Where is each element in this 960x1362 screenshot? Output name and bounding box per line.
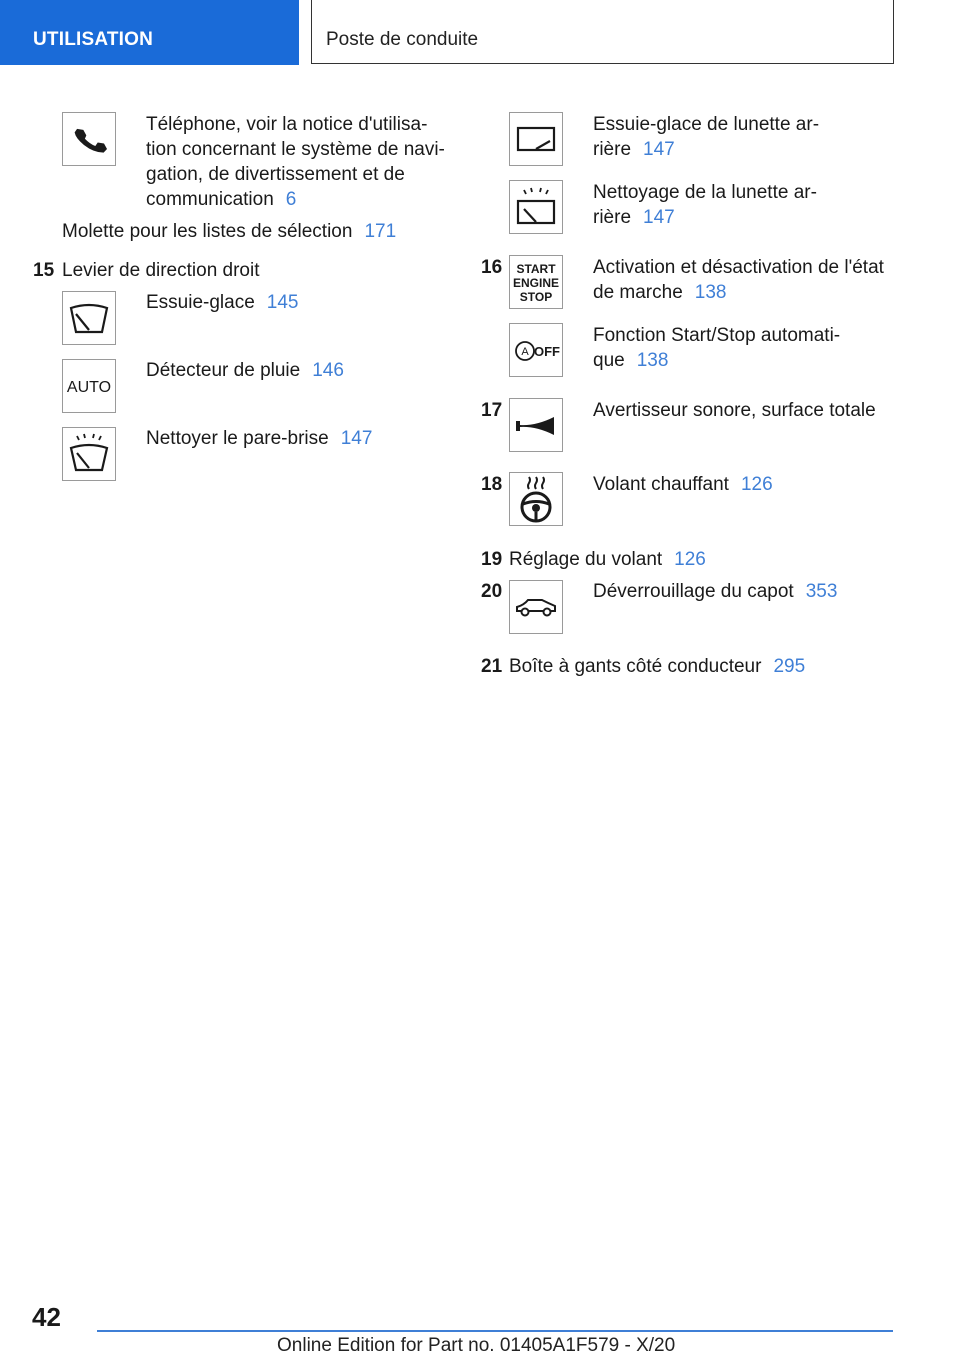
page-ref[interactable]: 126 [740,474,773,495]
heated-steering-wheel-icon [509,472,563,526]
auto-start-stop-icon [509,323,563,377]
nettoyer-line: Nettoyer le pare-brise 147 [146,428,373,449]
item-19-line: Réglage du volant 126 [509,549,706,570]
item-number: 19 [481,549,503,570]
page-number: 42 [32,1302,61,1332]
item-number: 16 [481,257,503,278]
horn-icon [509,398,563,452]
startstop-desc: Fonction Start/Stop automati- que 138 [593,325,841,371]
section-tab [0,0,299,65]
item-17-text: Avertisseur sonore, surface totale [593,400,876,421]
page-ref[interactable]: 138 [694,282,727,303]
item-number: 21 [481,656,503,677]
section-title: UTILISATION [33,29,154,50]
rain-sensor-icon [62,359,116,413]
footer-divider [97,1330,893,1332]
page-ref[interactable]: 138 [636,350,669,371]
telephone-desc: Téléphone, voir la notice d'utilisa- tion concernant le système de navi- gation, de divertissement et de communication 6 [146,114,445,210]
item-number: 17 [481,400,503,421]
page-ref[interactable]: 147 [340,428,373,449]
svg-text:OFF: OFF [534,344,560,359]
nettoyage-desc: Nettoyage de la lunette ar- rière 147 [593,182,817,228]
page-ref[interactable]: 147 [643,207,675,228]
hood-release-icon [509,580,563,634]
item-number: 18 [481,474,503,495]
page-ref[interactable]: 147 [643,139,675,160]
page-ref[interactable]: 353 [805,581,838,602]
rear-washer-icon [509,180,563,234]
page-ref[interactable]: 145 [266,292,299,313]
item-16-desc: Activation et désactivation de l'état de marche 138 [593,257,884,303]
pluie-line: Détecteur de pluie 146 [146,360,344,381]
page-ref[interactable]: 126 [674,549,706,570]
item-number: 20 [481,581,503,602]
windshield-washer-icon [62,427,116,481]
chapter-title: Poste de conduite [326,29,479,50]
item-18-line: Volant chauffant 126 [593,474,773,495]
item-21-line: Boîte à gants côté conducteur 295 [509,656,806,677]
page-ref[interactable]: 295 [773,656,806,677]
page-ref[interactable]: 171 [364,221,397,242]
essuie-line: Essuie-glace 145 [146,292,299,313]
molette-line: Molette pour les listes de sélection 171 [62,221,397,242]
item-number: 15 [33,260,55,281]
telephone-icon [62,112,116,166]
start-engine-stop-icon [509,255,563,309]
svg-text:STOP: STOP [519,290,553,304]
svg-text:ENGINE: ENGINE [512,276,560,290]
auto-label: AUTO [66,379,112,396]
lunette-desc: Essuie-glace de lunette ar- rière 147 [593,114,820,160]
chapter-header [311,0,894,64]
footer-edition: Online Edition for Part no. 01405A1F579 - X/20 [277,1335,676,1356]
page-ref[interactable]: 6 [285,189,297,210]
wiper-icon [62,291,116,345]
item-20-line: Déverrouillage du capot 353 [593,581,838,602]
rear-wiper-icon [509,112,563,166]
svg-text:A: A [521,346,529,358]
item-15-text: Levier de direction droit [62,260,260,281]
svg-text:START: START [516,262,556,276]
page-ref[interactable]: 146 [312,360,344,381]
